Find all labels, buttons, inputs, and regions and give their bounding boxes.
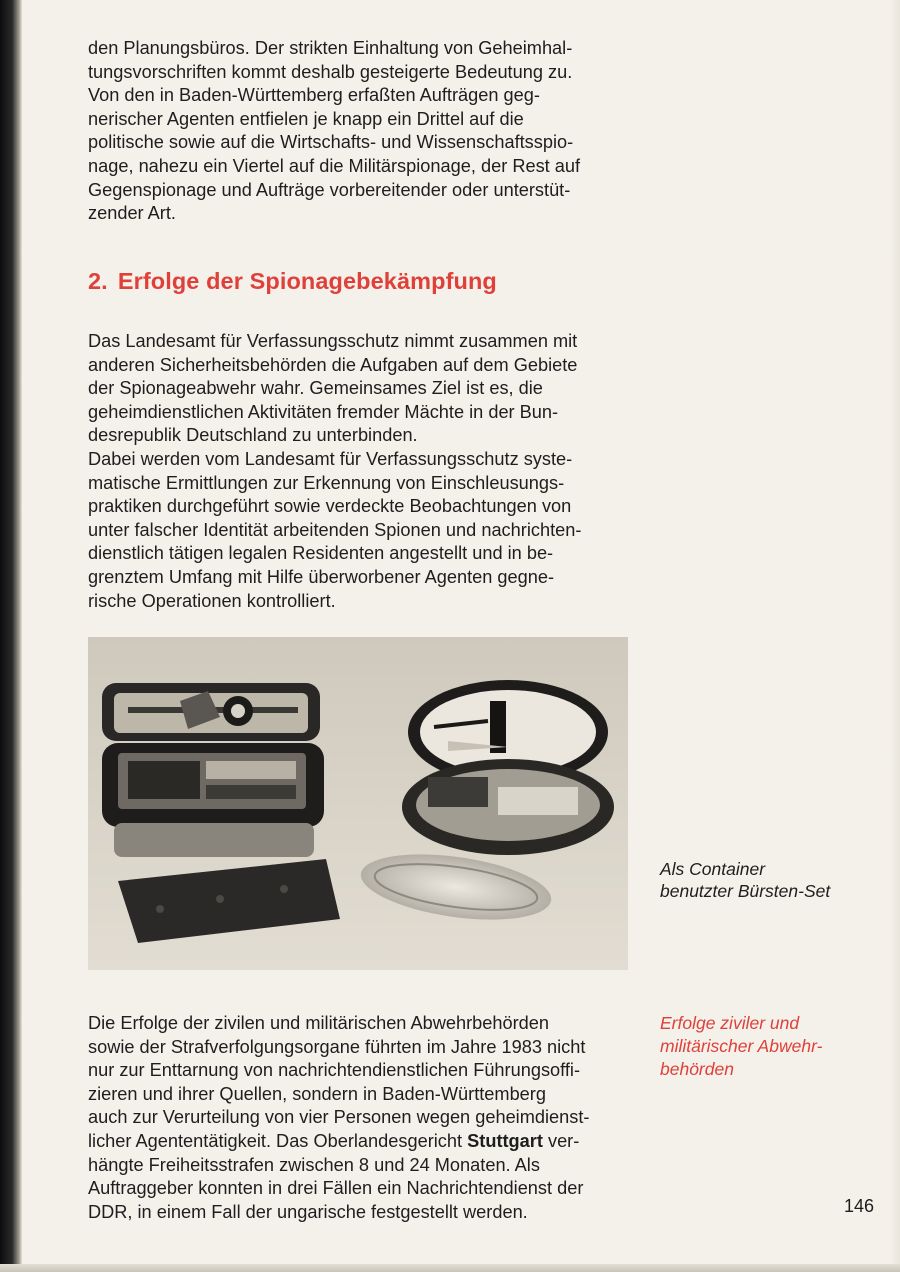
margin-note-line: Erfolge ziviler und [660, 1013, 800, 1033]
results-paragraph [88, 1012, 630, 1224]
section-heading [88, 268, 497, 295]
brush-set-photo [88, 637, 628, 970]
section-title: Erfolge der Spionagebekämpfung [117, 268, 497, 294]
text-line: Auftraggeber konnten in drei Fällen ein Nachrichtendienst der [88, 1178, 584, 1199]
text-line: tungsvorschriften kommt deshalb gesteigerte Bedeutung zu. [88, 61, 573, 82]
text-line: dienstlich tätigen legalen Residenten angestellt und in be- [88, 543, 554, 564]
text-line: geheimdienstlichen Aktivitäten fremder Mächte in der Bun- [88, 401, 559, 422]
brush-set-illustration [88, 637, 628, 970]
text-line: nerischer Agenten entfielen je knapp ein Drittel auf die [88, 108, 524, 129]
text-line: rische Operationen kontrolliert. [88, 590, 336, 611]
text-fragment: licher Agententätigkeit. Das Oberlandesgericht [88, 1130, 463, 1151]
text-line: politische sowie auf die Wirtschafts- und Wissenschaftsspio- [88, 132, 574, 153]
text-line: DDR, in einem Fall der ungarische festgestellt werden. [88, 1201, 528, 1222]
text-line: der Spionageabwehr wahr. Gemeinsames Ziel ist es, die [88, 378, 543, 399]
text-line: matische Ermittlungen zur Erkennung von Einschleusungs- [88, 472, 565, 493]
text-line: Die Erfolge der zivilen und militärischen Abwehrbehörden [88, 1013, 550, 1033]
caption-line: benutzter Bürsten-Set [660, 881, 831, 901]
text-line: zender Art. [88, 203, 176, 224]
margin-note-line: behörden [660, 1059, 734, 1079]
text-line: Von den in Baden-Württemberg erfaßten Aufträgen geg- [88, 85, 540, 106]
text-line: Das Landesamt für Verfassungsschutz nimmt zusammen mit [88, 331, 578, 351]
text-line: zieren und ihrer Quellen, sondern in Baden-Württemberg [88, 1083, 546, 1104]
intro-paragraph [88, 37, 630, 226]
text-line: desrepublik Deutschland zu unterbinden. [88, 425, 418, 446]
text-line: nur zur Enttarnung von nachrichtendienstlichen Führungsoffi- [88, 1060, 581, 1081]
text-line: Gegenspionage und Aufträge vorbereitender oder unterstüt- [88, 179, 571, 200]
text-line: hängte Freiheitsstrafen zwischen 8 und 24 Monaten. Als [88, 1154, 540, 1175]
text-line: grenztem Umfang mit Hilfe überworbener Agenten gegne- [88, 566, 555, 587]
text-line [88, 1130, 630, 1154]
book-binding-shadow [0, 0, 22, 1272]
margin-note-line: militärischer Abwehr- [660, 1036, 823, 1056]
page-number: 146 [844, 1196, 875, 1216]
text-fragment: ver- [542, 1130, 580, 1151]
caption-line: Als Container [660, 859, 766, 879]
text-line: sowie der Strafverfolgungsorgane führten im Jahre 1983 nicht [88, 1036, 586, 1057]
city-name: Stuttgart [467, 1130, 543, 1151]
text-line: nage, nahezu ein Viertel auf die Militärspionage, der Rest auf [88, 155, 581, 176]
section-number: 2. [88, 268, 108, 294]
figure-caption [660, 858, 870, 902]
page-edge [890, 0, 900, 1272]
text-line: den Planungsbüros. Der strikten Einhaltung von Geheimhal- [88, 38, 573, 58]
text-line: auch zur Verurteilung von vier Personen wegen geheimdienst- [88, 1107, 590, 1128]
text-line: praktiken durchgeführt sowie verdeckte Beobachtungen von [88, 496, 572, 517]
text-line: anderen Sicherheitsbehörden die Aufgaben auf dem Gebiete [88, 354, 578, 375]
text-line: unter falscher Identität arbeitenden Spionen und nachrichten- [88, 519, 582, 540]
page-bottom-edge [0, 1264, 900, 1272]
text-line: Dabei werden vom Landesamt für Verfassungsschutz syste- [88, 448, 573, 469]
section-paragraph [88, 330, 630, 613]
margin-note [660, 1012, 870, 1081]
